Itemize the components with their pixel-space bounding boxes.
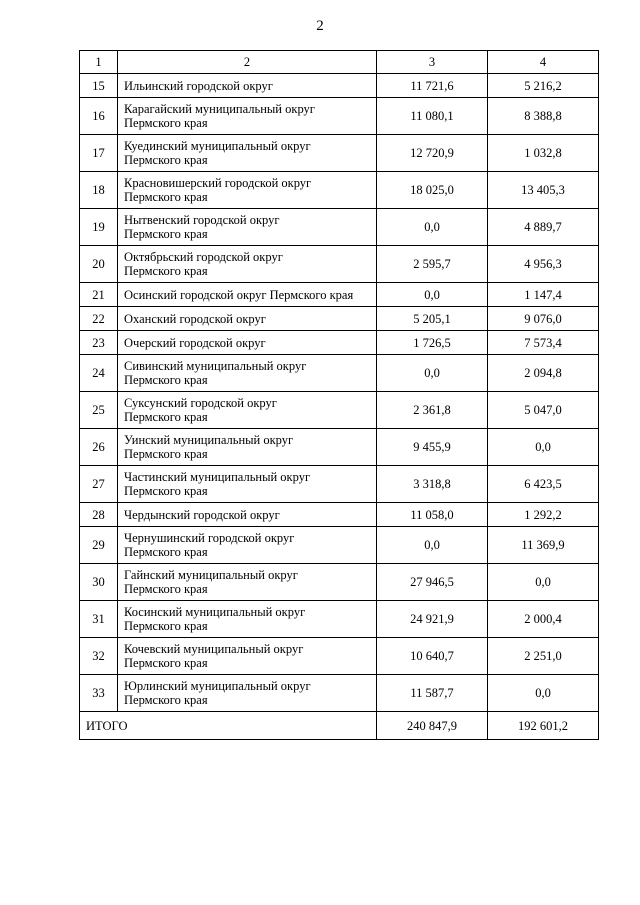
row-value-col-3: 0,0 — [377, 209, 488, 246]
row-value-col-4: 1 292,2 — [488, 503, 599, 527]
row-municipality-name: Частинский муниципальный округ Пермского края — [118, 466, 377, 503]
row-number: 22 — [80, 307, 118, 331]
row-value-col-3: 9 455,9 — [377, 429, 488, 466]
row-number: 16 — [80, 98, 118, 135]
row-number: 31 — [80, 601, 118, 638]
total-value-col-4: 192 601,2 — [488, 712, 599, 740]
row-value-col-4: 13 405,3 — [488, 172, 599, 209]
row-number: 32 — [80, 638, 118, 675]
row-value-col-3: 0,0 — [377, 355, 488, 392]
row-number: 21 — [80, 283, 118, 307]
row-value-col-4: 8 388,8 — [488, 98, 599, 135]
row-value-col-4: 1 032,8 — [488, 135, 599, 172]
row-number: 29 — [80, 527, 118, 564]
row-value-col-4: 0,0 — [488, 675, 599, 712]
row-value-col-4: 1 147,4 — [488, 283, 599, 307]
row-municipality-name: Октябрьский городской округ Пермского края — [118, 246, 377, 283]
row-value-col-3: 11 080,1 — [377, 98, 488, 135]
allocation-table — [79, 50, 599, 740]
row-municipality-name: Косинский муниципальный округ Пермского края — [118, 601, 377, 638]
row-value-col-4: 4 956,3 — [488, 246, 599, 283]
row-value-col-3: 5 205,1 — [377, 307, 488, 331]
row-municipality-name: Куединский муниципальный округ Пермского края — [118, 135, 377, 172]
row-value-col-3: 27 946,5 — [377, 564, 488, 601]
table-row — [80, 527, 599, 564]
row-number: 27 — [80, 466, 118, 503]
row-value-col-3: 11 721,6 — [377, 74, 488, 98]
table-row — [80, 601, 599, 638]
table-row — [80, 638, 599, 675]
row-municipality-name: Красновишерский городской округ Пермского края — [118, 172, 377, 209]
page-number: 2 — [316, 18, 324, 34]
row-municipality-name: Оханский городской округ — [118, 307, 377, 331]
row-value-col-4: 5 216,2 — [488, 74, 599, 98]
table-row — [80, 172, 599, 209]
table-row — [80, 74, 599, 98]
row-value-col-3: 2 361,8 — [377, 392, 488, 429]
header-col-1: 1 — [80, 51, 118, 74]
row-municipality-name: Гайнский муниципальный округ Пермского края — [118, 564, 377, 601]
table-row — [80, 564, 599, 601]
row-value-col-3: 0,0 — [377, 283, 488, 307]
row-municipality-name: Карагайский муниципальный округ Пермского края — [118, 98, 377, 135]
row-municipality-name: Сивинский муниципальный округ Пермского края — [118, 355, 377, 392]
table-row — [80, 675, 599, 712]
row-value-col-3: 2 595,7 — [377, 246, 488, 283]
row-value-col-3: 0,0 — [377, 527, 488, 564]
row-value-col-4: 2 251,0 — [488, 638, 599, 675]
row-municipality-name: Юрлинский муниципальный округ Пермского края — [118, 675, 377, 712]
row-value-col-3: 11 587,7 — [377, 675, 488, 712]
row-municipality-name: Чернушинский городской округ Пермского края — [118, 527, 377, 564]
row-number: 30 — [80, 564, 118, 601]
header-col-3: 3 — [377, 51, 488, 74]
table-header-row — [80, 51, 599, 74]
row-municipality-name: Уинский муниципальный округ Пермского края — [118, 429, 377, 466]
table-row — [80, 307, 599, 331]
row-municipality-name: Ильинский городской округ — [118, 74, 377, 98]
table-row — [80, 466, 599, 503]
row-number: 24 — [80, 355, 118, 392]
total-value-col-3: 240 847,9 — [377, 712, 488, 740]
row-number: 17 — [80, 135, 118, 172]
total-label: ИТОГО — [80, 712, 377, 740]
row-value-col-3: 24 921,9 — [377, 601, 488, 638]
row-number: 18 — [80, 172, 118, 209]
row-value-col-3: 12 720,9 — [377, 135, 488, 172]
row-value-col-3: 18 025,0 — [377, 172, 488, 209]
row-municipality-name: Кочевский муниципальный округ Пермского края — [118, 638, 377, 675]
table-row — [80, 355, 599, 392]
table-row — [80, 392, 599, 429]
total-row — [80, 712, 599, 740]
row-value-col-3: 1 726,5 — [377, 331, 488, 355]
row-number: 26 — [80, 429, 118, 466]
row-municipality-name: Осинский городской округ Пермского края — [118, 283, 377, 307]
row-value-col-4: 2 094,8 — [488, 355, 599, 392]
row-value-col-4: 6 423,5 — [488, 466, 599, 503]
table-row — [80, 209, 599, 246]
row-value-col-3: 3 318,8 — [377, 466, 488, 503]
header-col-4: 4 — [488, 51, 599, 74]
table-row — [80, 246, 599, 283]
row-municipality-name: Очерский городской округ — [118, 331, 377, 355]
table-row — [80, 429, 599, 466]
header-col-2: 2 — [118, 51, 377, 74]
row-number: 33 — [80, 675, 118, 712]
row-number: 28 — [80, 503, 118, 527]
row-municipality-name: Чердынский городской округ — [118, 503, 377, 527]
row-municipality-name: Нытвенский городской округ Пермского края — [118, 209, 377, 246]
row-value-col-4: 2 000,4 — [488, 601, 599, 638]
table-row — [80, 503, 599, 527]
row-number: 15 — [80, 74, 118, 98]
table-row — [80, 331, 599, 355]
row-value-col-4: 0,0 — [488, 564, 599, 601]
row-value-col-3: 10 640,7 — [377, 638, 488, 675]
row-municipality-name: Суксунский городской округ Пермского края — [118, 392, 377, 429]
table-body — [80, 51, 599, 740]
row-value-col-4: 4 889,7 — [488, 209, 599, 246]
row-value-col-4: 5 047,0 — [488, 392, 599, 429]
row-value-col-4: 7 573,4 — [488, 331, 599, 355]
table-row — [80, 98, 599, 135]
row-number: 20 — [80, 246, 118, 283]
row-value-col-4: 9 076,0 — [488, 307, 599, 331]
row-value-col-4: 11 369,9 — [488, 527, 599, 564]
table-row — [80, 283, 599, 307]
row-value-col-4: 0,0 — [488, 429, 599, 466]
row-value-col-3: 11 058,0 — [377, 503, 488, 527]
row-number: 19 — [80, 209, 118, 246]
table-row — [80, 135, 599, 172]
row-number: 25 — [80, 392, 118, 429]
row-number: 23 — [80, 331, 118, 355]
